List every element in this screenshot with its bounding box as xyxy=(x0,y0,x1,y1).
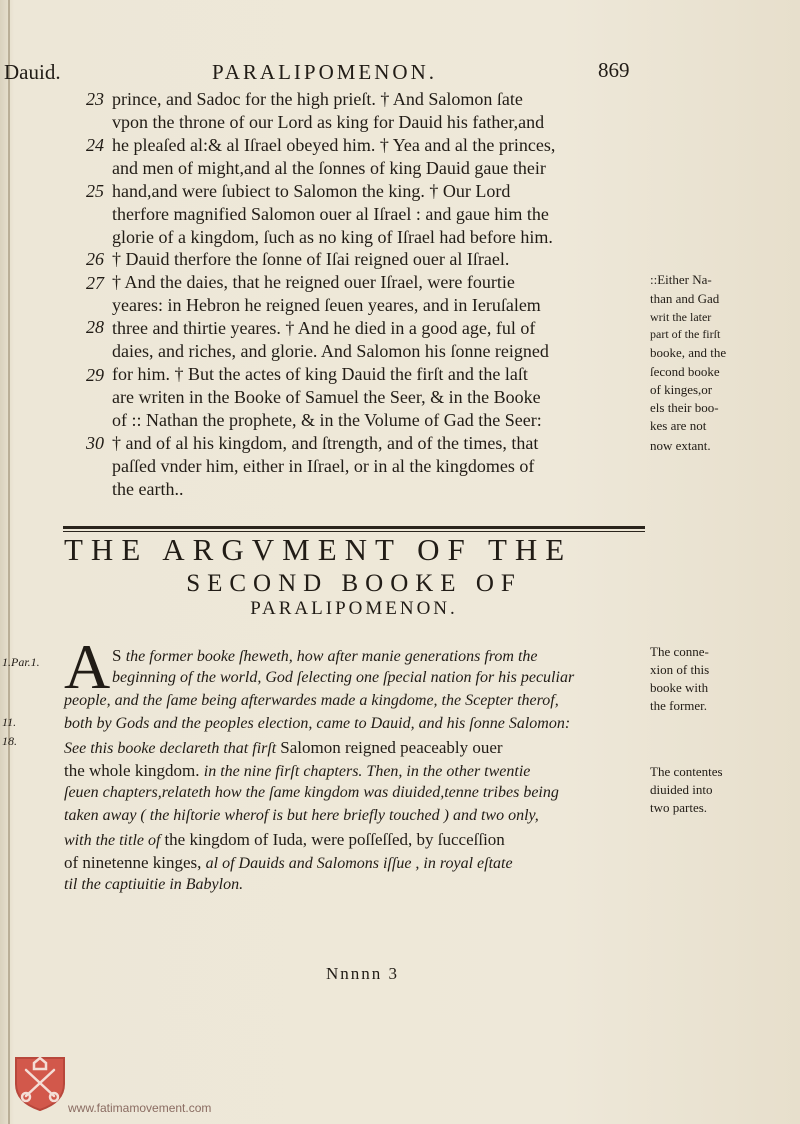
text-line: the earth.. xyxy=(112,479,184,499)
text-line: glorie of a kingdom, ſuch as no king of Iſrael had before him. xyxy=(112,227,553,247)
argument-line: people, and the ſame being afterwardes made a kingdome, the Scepter therof, xyxy=(64,692,559,709)
argument-subtitle-book: PARALIPOMENON. xyxy=(250,598,458,619)
margin-note-line: now extant. xyxy=(650,438,711,453)
text-line: he pleaſed al:& al Iſrael obeyed him. † Yea and al the princes, xyxy=(112,135,556,155)
verse-number: 23 xyxy=(86,89,104,109)
argument-line: with the title of the kingdom of Iuda, were poſſeſſed, by ſucceſſion xyxy=(64,830,505,849)
margin-note-line: booke with xyxy=(650,680,709,695)
argument-line: both by Gods and the peoples election, came to Dauid, and his ſonne Salomon: xyxy=(64,715,571,732)
text-line: † And the daies, that he reigned ouer Iſrael, were fourtie xyxy=(112,272,515,292)
argument-line: taken away ( the hiſtorie wherof is but here briefly touched ) and two only, xyxy=(64,807,539,824)
margin-note-line: writ the later xyxy=(650,310,712,324)
margin-reference: 18. xyxy=(2,734,17,748)
text-line: are writen in the Booke of Samuel the Seer, & in the Booke xyxy=(112,387,541,407)
section-rule xyxy=(63,526,645,529)
verse-number: 29 xyxy=(86,365,104,385)
margin-note-line: ſecond booke xyxy=(650,364,720,379)
text-line: therfore magnified Salomon ouer al Iſrael : and gaue him the xyxy=(112,204,549,224)
text-line: vpon the throne of our Lord as king for Dauid his father,and xyxy=(112,112,545,132)
text-line: prince, and Sadoc for the high prieſt. † And Salomon ſate xyxy=(112,89,523,109)
margin-note-line: the former. xyxy=(650,698,708,713)
papal-keys-shield-icon xyxy=(12,1054,68,1112)
margin-note-line: diuided into xyxy=(650,782,713,797)
margin-note-line: than and Gad xyxy=(650,291,720,306)
margin-note-line: two partes. xyxy=(650,800,708,815)
margin-note-line: kes are not xyxy=(650,418,707,433)
argument-line: til the captiuitie in Babylon. xyxy=(64,876,244,893)
margin-reference: 1.Par.1. xyxy=(2,655,40,669)
text-line: paſſed vnder him, either in Iſrael, or in al the kingdomes of xyxy=(112,456,535,476)
verse-number: 27 xyxy=(86,273,104,293)
argument-title: THE ARGVMENT OF THE xyxy=(64,532,573,567)
margin-note-line: part of the firſt xyxy=(650,327,721,341)
text-line: † and of al his kingdom, and ſtrength, and of the times, that xyxy=(112,433,539,453)
text-line: hand,and were ſubiect to Salomon the king. † Our Lord xyxy=(112,181,511,201)
text-line: and men of might,and al the ſonnes of king Dauid gaue their xyxy=(112,158,546,178)
margin-note-line: The contentes xyxy=(650,764,723,779)
margin-note-line: ::Either Na- xyxy=(650,272,712,287)
watermark-url[interactable]: www.fatimamovement.com xyxy=(68,1101,212,1115)
running-head-title: PARALIPOMENON. xyxy=(212,60,438,84)
verse-number: 24 xyxy=(86,135,104,155)
margin-note-line: els their boo- xyxy=(650,400,719,415)
verse-number: 28 xyxy=(86,317,104,337)
argument-line: the whole kingdom. in the nine firſt chapters. Then, in the other twentie xyxy=(64,761,531,780)
text-line: of :: Nathan the prophete, & in the Volume of Gad the Seer: xyxy=(112,410,542,430)
text-line: for him. † But the actes of king Dauid the firſt and the laſt xyxy=(112,364,528,384)
text-line: daies, and riches, and glorie. And Salomon his ſonne reigned xyxy=(112,341,549,361)
argument-line: See this booke declareth that firſt Salomon reigned peaceably ouer xyxy=(64,738,503,757)
signature-mark: Nnnnn 3 xyxy=(326,964,400,983)
page-gutter-line xyxy=(8,0,10,1124)
argument-line: of ninetenne kinges, al of Dauids and Salomons iſſue , in royal eſtate xyxy=(64,853,513,872)
text-line: three and thirtie yeares. † And he died in a good age, ful of xyxy=(112,318,536,338)
argument-subtitle: SECOND BOOKE OF xyxy=(186,570,522,597)
margin-note-line: The conne- xyxy=(650,644,709,659)
argument-line: ſeuen chapters,relateth how the ſame kingdom was diuided,tenne tribes being xyxy=(64,784,559,801)
margin-reference: 11. xyxy=(2,715,17,729)
verse-number: 30 xyxy=(86,433,104,453)
argument-line: S the former booke ſheweth, how after manie generations from the xyxy=(112,646,538,665)
margin-note-line: xion of this xyxy=(650,662,710,677)
margin-note-line: of kinges,or xyxy=(650,382,713,397)
argument-line: beginning of the world, God ſelecting one ſpecial nation for his peculiar xyxy=(112,669,575,686)
margin-note-line: booke, and the xyxy=(650,345,727,360)
drop-cap: A xyxy=(64,631,111,702)
verse-number: 25 xyxy=(86,181,104,201)
running-head-left: Dauid. xyxy=(4,60,61,84)
page-number: 869 xyxy=(598,58,630,82)
text-line: yeares: in Hebron he reigned ſeuen yeares, and in Ieruſalem xyxy=(112,295,541,315)
text-line: † Dauid therfore the ſonne of Iſai reigned ouer al Iſrael. xyxy=(112,249,510,269)
verse-number: 26 xyxy=(86,249,104,269)
